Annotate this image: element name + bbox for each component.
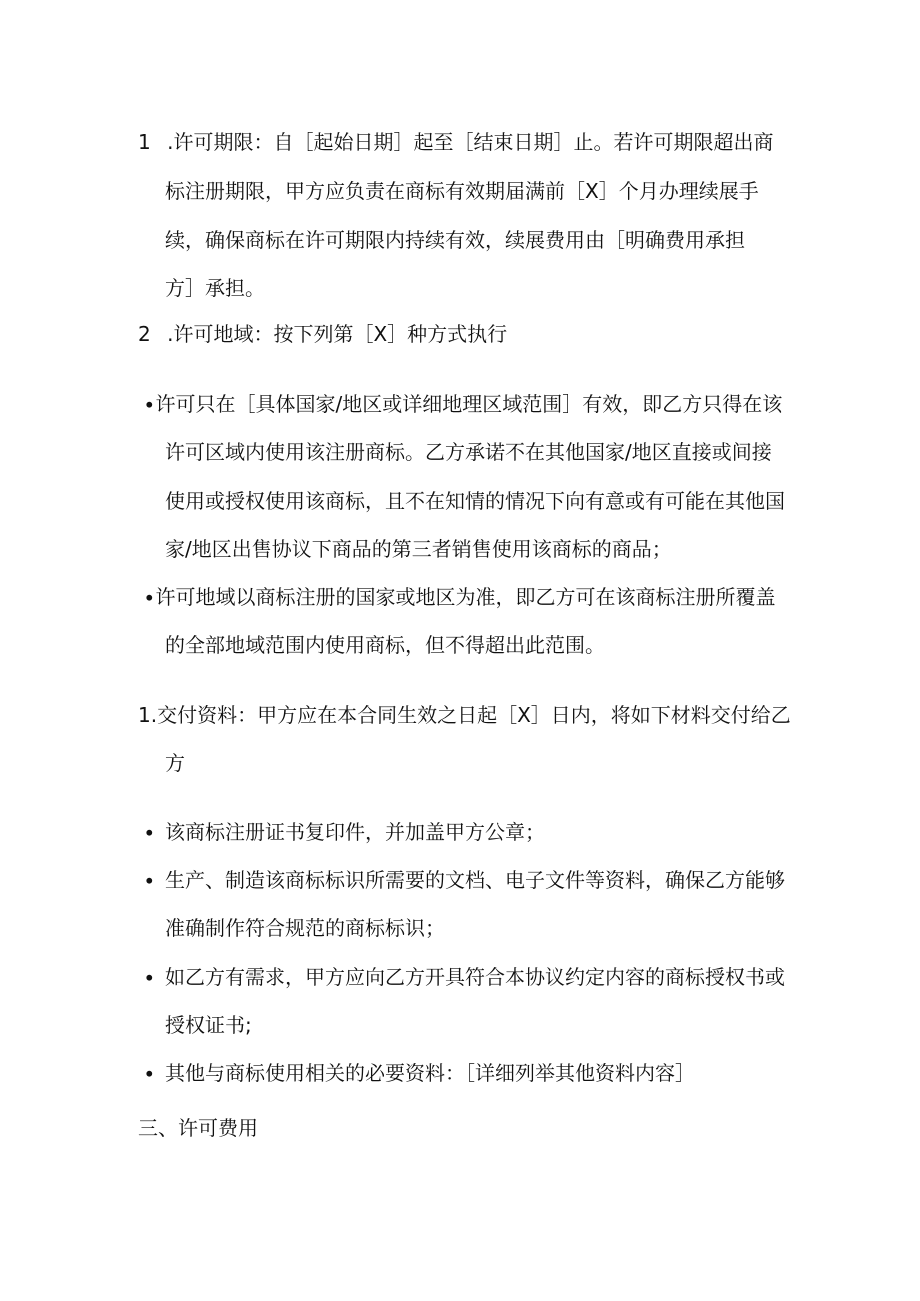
- bullet-icon: ∙: [143, 1061, 156, 1085]
- paragraph-line: 续，确保商标在许可期限内持续有效，续展费用由［明确费用承担: [165, 228, 745, 252]
- section-heading-license-fee: 三、许可费用: [138, 1116, 258, 1140]
- bullet-line: ∙许可只在［具体国家/地区或详细地理区域范围］有效，即乙方只得在该: [143, 392, 783, 416]
- paragraph-line: 1.交付资料：甲方应在本合同生效之日起［X］日内，将如下材料交付给乙: [138, 703, 791, 727]
- paragraph-line: .许可地域：按下列第［X］种方式执行: [167, 322, 508, 346]
- paragraph-line: 的全部地域范围内使用商标，但不得超出此范围。: [165, 633, 605, 657]
- list-item-text: 该商标注册证书复印件，并加盖甲方公章；: [165, 820, 545, 844]
- list-item-text: 授权证书;: [165, 1013, 252, 1037]
- paragraph-line: 家/地区出售协议下商品的第三者销售使用该商标的商品；: [165, 537, 672, 561]
- paragraph-line: 方］承担。: [165, 276, 265, 300]
- section-number: 1: [138, 130, 151, 154]
- paragraph-line: 许可区域内使用该注册商标。乙方承诺不在其他国家/地区直接或间接: [165, 440, 772, 464]
- bullet-icon: ∙: [143, 868, 156, 892]
- list-item-text: 其他与商标使用相关的必要资料：［详细列举其他资料内容］: [165, 1061, 695, 1085]
- bullet-line: ∙许可地域以商标注册的国家或地区为准，即乙方可在该商标注册所覆盖: [143, 585, 776, 609]
- bullet-icon: ∙: [143, 820, 156, 844]
- list-item-text: 生产、制造该商标标识所需要的文档、电子文件等资料，确保乙方能够: [165, 868, 785, 892]
- bullet-icon: ∙: [143, 965, 156, 989]
- list-item-text: 如乙方有需求，甲方应向乙方开具符合本协议约定内容的商标授权书或: [165, 965, 785, 989]
- list-item-text: 准确制作符合规范的商标标识；: [165, 916, 445, 940]
- paragraph-line: 标注册期限，甲方应负责在商标有效期届满前［X］个月办理续展手: [165, 179, 759, 203]
- paragraph-line: 方: [165, 751, 185, 775]
- section-number: 2: [138, 322, 151, 346]
- paragraph-line: .许可期限：自［起始日期］起至［结束日期］止。若许可期限超出商: [167, 130, 774, 154]
- paragraph-line: 使用或授权使用该商标，且不在知情的情况下向有意或有可能在其他国: [165, 489, 785, 513]
